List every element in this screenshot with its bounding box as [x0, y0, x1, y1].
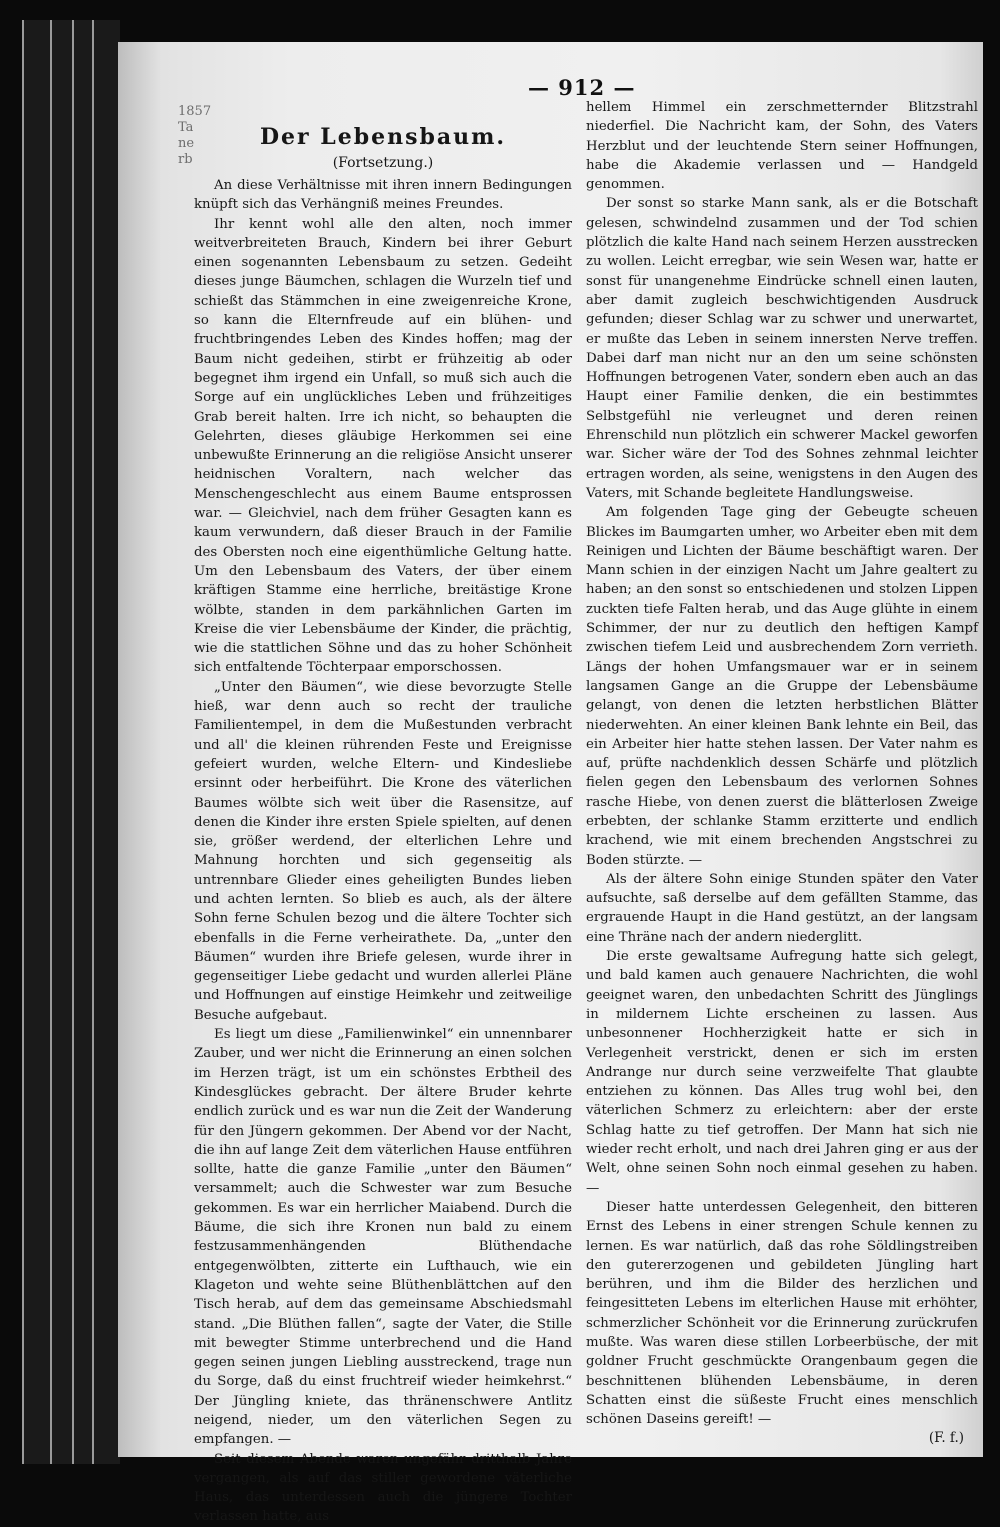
page-edge [92, 20, 120, 1464]
author-signature: (F. f.) [928, 1430, 964, 1447]
paragraph: Dieser hatte unterdessen Gelegenheit, den bitteren Ernst des Lebens in einer strengen Schule kennen zu lernen. Es war natürlich, daß das rohe Söldlingstreiben den gutererzogenen und gebildeten Jüngling hart berühren, und ihm die Bilder des herzlichen und feingesitteten Lebens im elterlichen Hause mit erhöhter, schmerzlicher Schönheit vor die Erinnerung zurückrufen mußte. Was waren diese stillen Lorbeerbüsche, der mit goldner Frucht geschmückte Orangenbaum gegen die beschnittenen blühenden Lebensbäume, in deren Schatten einst die süßeste Frucht eines menschlich schönen Daseins gereift! — [586, 1199, 978, 1428]
paragraph: An diese Verhältnisse mit ihren innern Bedingungen knüpft sich das Verhängniß meines Freundes. [194, 178, 572, 213]
left-column [194, 122, 572, 1527]
paragraph: Seit diesem Abende waren ungefähr dritthalb Jahre vergangen, als auf das stiller gewordene väterliche Haus, das unterdessen auch die jüngere Tochter verlassen hatte, aus [194, 1451, 572, 1525]
paragraph: Ihr kennt wohl alle den alten, noch immer weitverbreiteten Brauch, Kindern bei ihrer Geburt einen sogenannten Lebensbaum zu setzen. Gedeiht dieses junge Bäumchen, schlagen die Wurzeln tief und schießt das Stämmchen in eine zweigenreiche Krone, so kann die Elternfreude auf ein blühen- und fruchtbringendes Leben des Kindes hoffen; mag der Baum nicht gedeihen, stirbt er frühzeitig ab oder begegnet ihm irgend ein Unfall, so muß sich auch die Sorge auf ein unglückliches Leben und frühzeitiges Grab bereit halten. Irre ich nicht, so behaupten die Gelehrten, dieses gläubige Herkommen sei eine unbewußte Erinnerung an die religiöse Ansicht unserer heidnischen Voraltern, nach welcher das Menschengeschlecht aus einem Baume entsprossen war. — Gleichviel, nach dem früher Gesagten kann es kaum verwundern, daß dieser Brauch in der Familie des Obersten noch eine eigenthümliche Geltung hatte. Um den Lebensbaum des Vaters, der über einem kräftigen Stamme eine herrliche, breitästige Krone wölbte, standen in dem parkähnlichen Garten im Kreise die vier Lebensbäume der Kinder, die prächtig, wie die stattlichen Söhne und das zu hoher Schönheit sich entfaltende Töchterpaar emporschossen. [194, 216, 572, 676]
paragraph: Am folgenden Tage ging der Gebeugte scheuen Blickes im Baumgarten umher, wo Arbeiter eben mit dem Reinigen und Lichten der Bäume beschäftigt waren. Der Mann schien in der einzigen Nacht um Jahre gealtert zu haben; an den sonst so entschiedenen und stolzen Lippen zuckten tiefe Falten herab, und das Auge glühte in einem Schimmer, der nur zu deutlich den heftigen Kampf zwischen tiefem Leid und ausbrechendem Zorn verrieth. Längs der hohen Umfangsmauer war er in seinem langsamen Gange an die Gruppe der Lebensbäume gelangt, von denen die letzten herbstlichen Blätter niederwehten. An einer kleinen Bank lehnte ein Beil, das ein Arbeiter hier hatte stehen lassen. Der Vater nahm es auf, prüfte nachdenklich dessen Schärfe und plötzlich fielen gegen den Lebensbaum des verlornen Sohnes rasche Hiebe, von denen zuerst die blätterlosen Zweige erbebten, der schlanke Stamm erzitterte und endlich krachend, wie mit einem brechenden Angstschrei zu Boden stürzte. — [586, 505, 978, 868]
paragraph: hellem Himmel ein zerschmetternder Blitzstrahl niederfiel. Die Nachricht kam, der Sohn, des Vaters Herzblut und der leuchtende Stern seiner Hoffnungen, habe die Akademie verlassen und — Handgeld genommen. [586, 100, 978, 193]
book-page [118, 42, 983, 1525]
paragraph: Als der ältere Sohn einige Stunden später den Vater aufsuchte, saß derselbe auf dem gefällten Stamme, das ergrauende Haupt in die Hand gestützt, an der langsam eine Thräne nach der andern niederglitt. [586, 871, 978, 945]
bleed-through-text: 1857 Ta ne rb [178, 104, 212, 167]
article-title: Der Lebensbaum. [259, 124, 507, 150]
paragraph: „Unter den Bäumen“, wie diese bevorzugte Stelle hieß, war denn auch so recht der trauliche Familientempel, in dem die Mußestunden verbracht und all' die kleinen rührenden Feste und Ereignisse gefeiert wurden, welche Eltern- und Kindesliebe ersinnt oder herbeiführt. Die Krone des väterlichen Baumes wölbte sich weit über die Rasensitze, auf denen die Kinder ihre ersten Spiele spielten, auf denen sie, größer werdend, der elterlichen Lehre und Mahnung horchten und sich gegenseitig als untrennbare Glieder eines geheiligten Bundes lieben und achten lernten. So blieb es auch, als der ältere Sohn ferne Schulen bezog und die ältere Tochter sich ebenfalls in die Ferne verheirathete. Da, „unter den Bäumen“ wurden ihre Briefe gelesen, wurde ihrer in gegenseitiger Liebe gedacht und wurden allerlei Pläne und Hoffnungen auf einstige Heimkehr und zeitweilige Besuche aufgebaut. [194, 679, 572, 1023]
paragraph: Der sonst so starke Mann sank, als er die Botschaft gelesen, schwindelnd zusammen und der Tod schien plötzlich die kalte Hand nach seinem Herzen ausstrecken zu wollen. Leicht erregbar, wie sein Wesen war, hatte er sonst für unangenehme Eindrücke schnell einen lauten, aber damit zugleich beschwichtigenden Ausdruck gefunden; dieser Schlag war zu schwer und unerwartet, er mußte das Leben in seinem innersten Nerve treffen. Dabei darf man nicht nur an den um seine schönsten Hoffnungen betrogenen Vater, sondern eben auch an das Haupt einer Familie denken, die ein bestimmtes Selbstgefühl nie verleugnet und deren reinen Ehrenschild nun plötzlich ein schwerer Mackel geworfen war. Sicher wäre der Tod des Sohnes zehnmal leichter ertragen worden, als seine, wenigstens in den Augen des Vaters, mit Schande begleitete Handlungsweise. [586, 196, 978, 501]
article-subtitle: (Fortsetzung.) [332, 155, 434, 171]
page-number: — 912 — [528, 75, 636, 100]
paragraph: Es liegt um diese „Familienwinkel“ ein unnennbarer Zauber, und wer nicht die Erinnerung an einen solchen im Herzen trägt, ist um ein schönstes Erbtheil des Kindesglückes gebracht. Der ältere Bruder kehrte endlich zurück und es war nun die Zeit der Wanderung für den Jüngern gekommen. Der Abend vor der Nacht, die ihn auf lange Zeit dem väterlichen Hause entführen sollte, hatte die ganze Familie „unter den Bäumen“ versammelt; auch die Schwester war zum Besuche gekommen. Es war ein herrlicher Maiabend. Durch die Bäume, die sich ihre Kronen nun bald zu einem festzusammenhängenden Blüthendache entgegenwölbten, zitterte ein Lufthauch, wie ein Klageton und wehte seine Blüthenblättchen auf den Tisch herab, auf dem das gemeinsame Abschiedsmahl stand. „Die Blüthen fallen“, sagte der Vater, die Stille mit bewegter Stimme unterbrechend und die Hand gegen seinen jungen Liebling ausstreckend, trage nun du Sorge, daß du einst fruchtreif wieder heimkehrst.“ Der Jüngling kniete, das thränenschwere Antlitz neigend, nieder, um den väterlichen Segen zu empfangen. — [194, 1027, 572, 1448]
paragraph: Die erste gewaltsame Aufregung hatte sich gelegt, und bald kamen auch genauere Nachrichten, die wohl geeignet waren, den unbedachten Schritt des Jünglings in mildernem Lichte erscheinen zu lassen. Aus unbesonnener Hochherzigkeit hatte er sich in Verlegenheit verstrickt, denen er sich im ersten Andrange nur durch seine verzweifelte That glaubte entziehen zu können. Das Alles trug wohl bei, den väterlichen Schmerz zu erleichtern: aber der erste Schlag hatte zu tief getroffen. Der Mann hat sich nie wieder recht erholt, und nach drei Jahren ging er aus der Welt, ohne seinen Sohn noch einmal gesehen zu haben. — [586, 949, 978, 1196]
right-column [586, 98, 978, 1447]
